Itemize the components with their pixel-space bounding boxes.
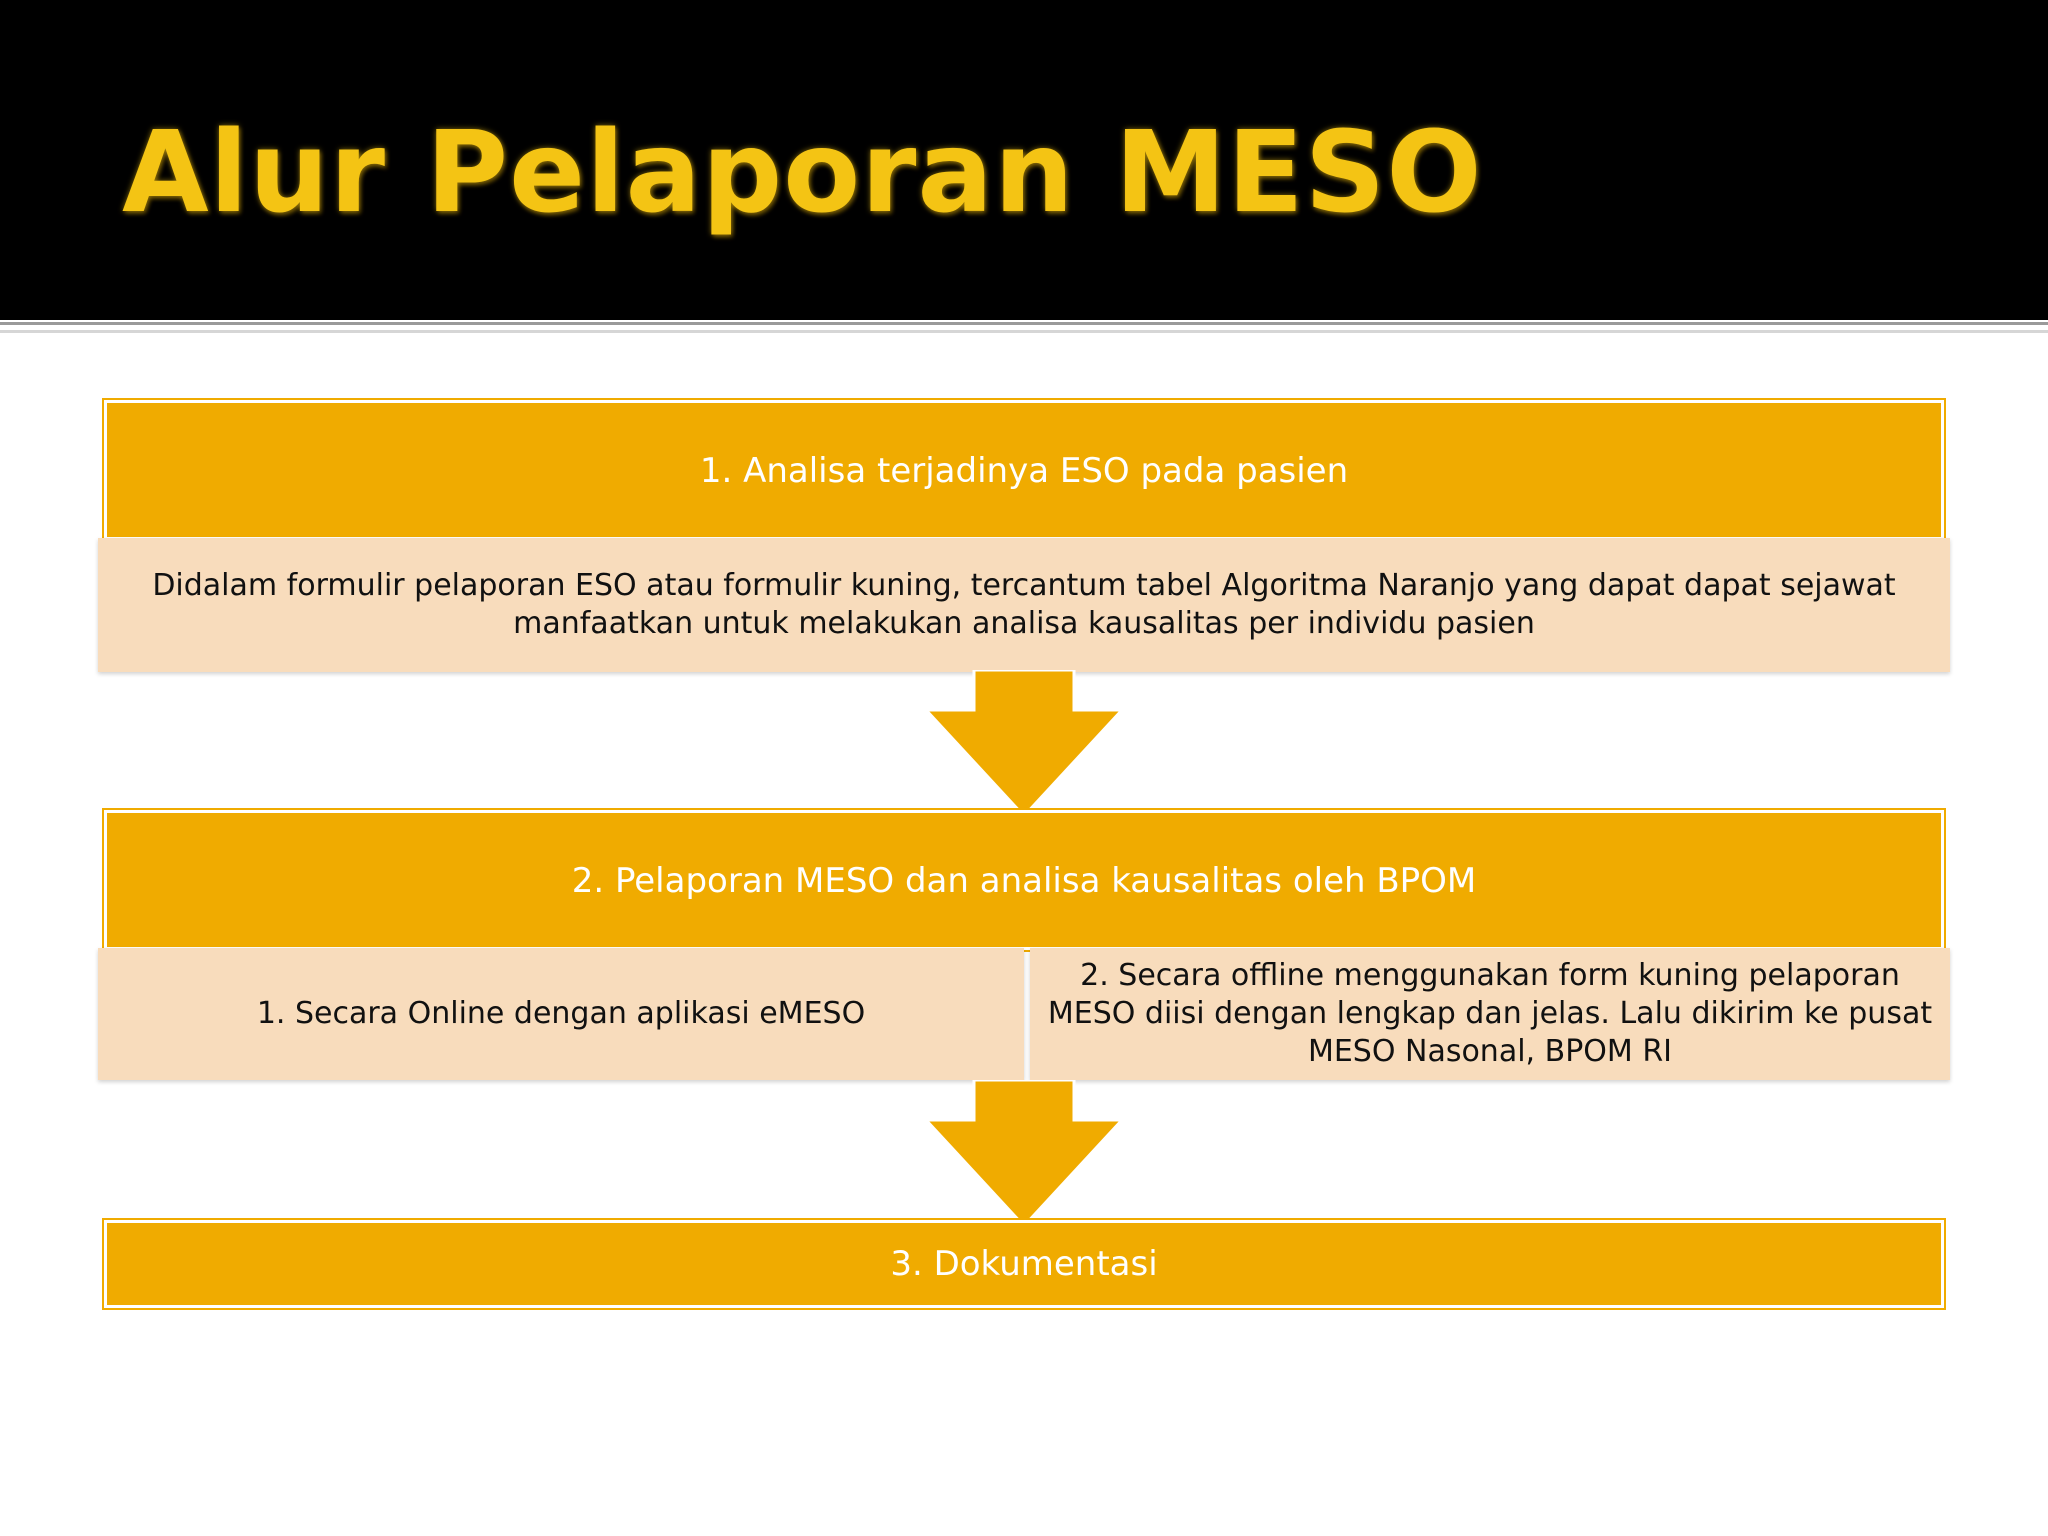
title-divider [0, 322, 2048, 325]
flow-step-1-note-text: Didalam formulir pelaporan ESO atau formulir kuning, tercantum tabel Algoritma Naranjo yang dapat dapat sejawat manfaatkan untuk melakukan analisa kausalitas per individu pasien [152, 568, 1896, 641]
slide-title: Alur Pelaporan MESO [122, 108, 1483, 238]
flow-step-2-option-offline-text: 2. Secara offline menggunakan form kuning pelaporan MESO diisi dengan lengkap dan jelas. Lalu dikirim ke pusat MESO Nasonal, BPOM RI [1047, 958, 1933, 1069]
flow-step-2-label: 2. Pelaporan MESO dan analisa kausalitas oleh BPOM [571, 861, 1477, 901]
flow-step-2-option-online-text: 1. Secara Online dengan aplikasi eMESO [256, 996, 866, 1031]
flow-step-3 [104, 1220, 1944, 1308]
flow-step-1-note [98, 538, 1950, 672]
flow-step-3-label: 3. Dokumentasi [890, 1244, 1158, 1284]
down-arrow-icon [922, 1080, 1126, 1230]
down-arrow-icon [922, 670, 1126, 820]
flow-step-1 [104, 400, 1944, 540]
flow-step-1-label: 1. Analisa terjadinya ESO pada pasien [699, 451, 1349, 491]
flow-step-2 [104, 810, 1944, 950]
title-divider-light [0, 330, 2048, 333]
title-bar [0, 0, 2048, 320]
flow-step-2-option-online [98, 948, 1024, 1080]
flow-step-2-option-offline [1030, 948, 1950, 1080]
